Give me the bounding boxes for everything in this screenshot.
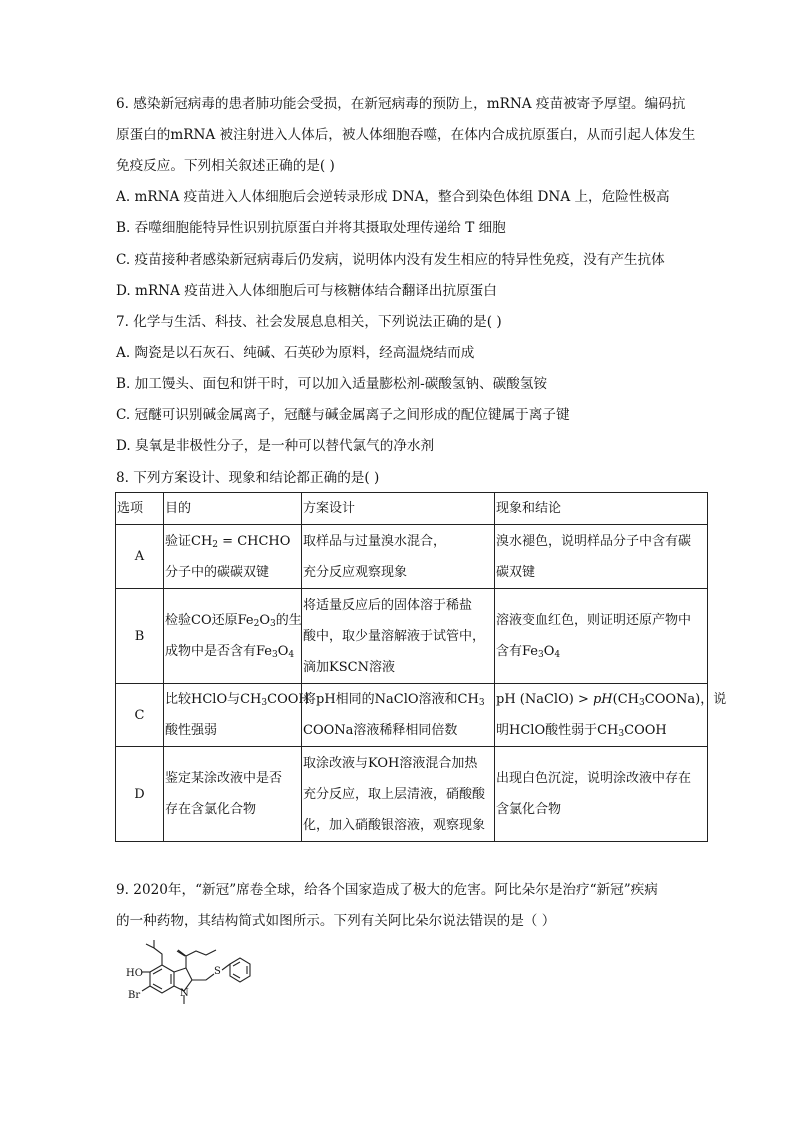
row-plan: 将适量反应后的固体溶于稀盐 酸中，取少量溶解液于试管中， 滴加KSCN溶液 <box>302 589 495 684</box>
ho-label: HO <box>126 968 143 979</box>
row-result: 溶液变血红色，则证明还原产物中 含有$Fe_3O_4$ <box>495 589 708 684</box>
row-option-label: C <box>116 684 164 747</box>
q7-option-b: B. 加工馒头、面包和饼干时，可以加入适量膨松剂-碳酸氢钠、碳酸氢铵 <box>116 376 548 392</box>
n-label: N <box>180 988 189 999</box>
table-row <box>116 747 708 842</box>
row-option-label: A <box>116 525 164 589</box>
arbidol-structure-diagram <box>118 940 278 1024</box>
row-purpose: 比较HClO与$CH_3COOH$ 酸性强弱 <box>164 684 302 747</box>
row-result: 溴水褪色，说明样品分子中含有碳 碳双键 <box>495 525 708 589</box>
q8-options-table <box>115 492 727 842</box>
q7-stem: 7. 化学与生活、科技、社会发展息息相关，下列说法正确的是( ) <box>116 314 502 330</box>
q7-option-d: D. 臭氧是非极性分子，是一种可以替代氯气的净水剂 <box>116 438 435 454</box>
q9-stem-line-1: 9. 2020年，“新冠”席卷全球，给各个国家造成了极大的危害。阿比朵尔是治疗“新冠”疾病 <box>116 882 658 898</box>
row-purpose: 验证$CH_2$ = CHCHO 分子中的碳碳双键 <box>164 525 302 589</box>
row-purpose: 鉴定某涂改液中是否 存在含氯化合物 <box>164 747 302 842</box>
q6-stem-line-2: 原蛋白的mRNA 被注射进入人体后，被人体细胞吞噬，在体内合成抗原蛋白，从而引起人体发生 <box>116 127 696 143</box>
table-row <box>116 684 708 747</box>
table-row <box>116 589 708 684</box>
row-plan: 取样品与过量溴水混合， 充分反应观察现象 <box>302 525 495 589</box>
header-option: 选项 <box>116 493 164 525</box>
q7-option-a: A. 陶瓷是以石灰石、纯碱、石英砂为原料，经高温烧结而成 <box>116 345 475 361</box>
q9-stem-line-2: 的一种药物，其结构简式如图所示。下列有关阿比朵尔说法错误的是（ ） <box>116 913 556 929</box>
q6-option-b: B. 吞噬细胞能特异性识别抗原蛋白并将其摄取处理传递给 T 细胞 <box>116 220 506 236</box>
header-plan: 方案设计 <box>302 493 495 525</box>
q6-stem-line-3: 免疫反应。下列相关叙述正确的是( ) <box>116 158 335 174</box>
q6-stem-line-1: 6. 感染新冠病毒的患者肺功能会受损，在新冠病毒的预防上，mRNA 疫苗被寄予厚望。编码抗 <box>116 96 686 112</box>
row-plan: 取涂改液与KOH溶液混合加热 充分反应，取上层清液，硝酸酸 化，加入硝酸银溶液，观察现象 <box>302 747 495 842</box>
q8-stem: 8. 下列方案设计、现象和结论都正确的是( ) <box>116 470 380 486</box>
row-result: 出现白色沉淀，说明涂改液中存在 含氯化合物 <box>495 747 708 842</box>
row-result: pH (NaClO) > $pH(CH_3COONa)$，说 明HClO酸性弱于$CH_3COOH$ <box>495 684 708 747</box>
row-purpose: 检验CO还原$Fe_2O_3$的生 成物中是否含有$Fe_3O_4$ <box>164 589 302 684</box>
s-label: S <box>214 966 221 977</box>
q6-option-a: A. mRNA 疫苗进入人体细胞后会逆转录形成 DNA，整合到染色体组 DNA 上，危险性极高 <box>116 189 670 205</box>
row-option-label: B <box>116 589 164 684</box>
q7-option-c: C. 冠醚可识别碱金属离子，冠醚与碱金属离子之间形成的配位键属于离子键 <box>116 407 570 423</box>
header-purpose: 目的 <box>164 493 302 525</box>
header-result: 现象和结论 <box>495 493 708 525</box>
row-option-label: D <box>116 747 164 842</box>
row-plan: 将pH相同的NaClO溶液和$CH_3$ COONa溶液稀释相同倍数 <box>302 684 495 747</box>
q6-option-c: C. 疫苗接种者感染新冠病毒后仍发病，说明体内没有发生相应的特异性免疫，没有产生抗体 <box>116 252 665 268</box>
table-header-row <box>116 493 708 525</box>
table-row <box>116 525 708 589</box>
q6-option-d: D. mRNA 疫苗进入人体细胞后可与核糖体结合翻译出抗原蛋白 <box>116 283 497 299</box>
br-label: Br <box>128 990 141 1001</box>
